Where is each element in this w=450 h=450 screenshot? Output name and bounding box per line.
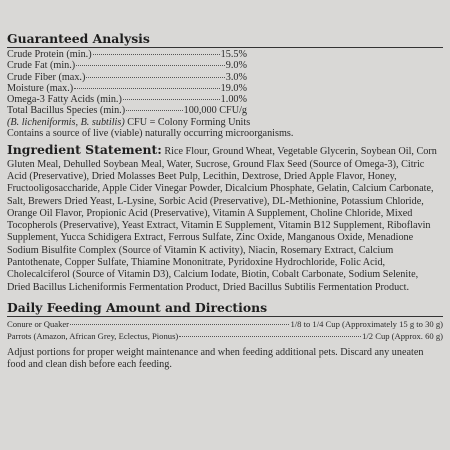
analysis-row [7,60,247,71]
analysis-title: Guaranteed Analysis [7,31,150,46]
analysis-value: 15.5% [220,49,247,60]
feeding-amount: 1/2 Cup (Approx. 60 g) [362,330,443,341]
analysis-row [7,49,247,60]
analysis-row [7,72,247,83]
analysis-rule [7,47,443,48]
feeding-bird: Conure or Quaker [7,318,70,329]
leader-dots [123,99,220,100]
leader-dots [179,336,361,337]
analysis-label: Moisture (max.) [7,82,74,94]
ingredient-statement [7,144,443,294]
analysis-row [7,105,247,116]
ingredient-list: Rice Flour, Ground Wheat, Vegetable Glycerin, Soybean Oil, Corn Gluten Meal, Dehulled Soybean Meal, Water, Sucrose, Ground Flax Seed (Source of Omega-3), Citric Acid (Preservative), Dried Molasses Beet Pulp, Lecithin, Dextrose, Dried Apple Flavor, Honey, Fructooligosaccharide, Apple Cider Vinegar Powder, Dicalcium Phosphate, Gelatin, Calcium Carbonate, Salt, Brewers Dried Yeast, L-Lysine, Sorbic Acid (Preservative), DL-Methionine, Potassium Chloride, Orange Oil Flavor, Propionic Acid (Preservative), Vitamin A Supplement, Choline Chloride, Mixed Tocopherols (Preservative), Yeast Extract, Vitamin E Supplement, Vitamin B12 Supplement, Riboflavin Supplement, Yucca Schidigera Extract, Ferrous Sulfate, Zinc Oxide, Manganous Oxide, Menadione Sodium Bisulfite Complex (Source of Vitamin K activity), Niacin, Rosemary Extract, Calcium Pantothenate, Copper Sulfate, Thiamine Mononitrate, Pyridoxine Hydrochloride, Folic Acid, Cholecalciferol (Source of Vitamin D3), Calcium Iodate, Biotin, Cobalt Carbonate, Sodium Selenite, Dried Bacillus Licheniformis Fermentation Product, Dried Bacillus Subtilis Fermentation Product. [7,146,437,293]
feeding-row [7,330,443,342]
leader-dots [93,54,220,55]
analysis-value: 100,000 CFU/g [183,105,247,117]
feeding-title: Daily Feeding Amount and Directions [7,299,268,315]
leader-dots [74,88,219,89]
leader-dots [76,65,225,66]
analysis-label: Crude Fiber (max.) [7,71,86,83]
analysis-value: 9.0% [225,60,247,72]
analysis-label: Omega-3 Fatty Acids (min.) [7,94,122,106]
species-names: (B. licheniformis, B. subtilis) [7,116,125,128]
feeding-amount: 1/8 to 1/4 Cup (Approximately 15 g to 30 g) [290,318,443,329]
analysis-value: 3.0% [225,71,247,83]
leader-dots [86,77,224,78]
analysis-row [7,83,247,94]
leader-dots [70,324,289,325]
microorganism-note: Contains a source of live (viable) naturally occurring microorganisms. [7,128,294,140]
cfu-definition: CFU = Colony Forming Units [124,116,251,128]
analysis-row [7,94,247,105]
feeding-rule [7,316,443,317]
leader-dots [126,110,182,111]
analysis-value: 1.00% [220,94,247,106]
nutrition-label [7,31,443,372]
feeding-row [7,318,443,330]
analysis-value: 19.0% [220,82,247,94]
analysis-label: Crude Protein (min.) [7,49,92,60]
feeding-directions: Adjust portions for proper weight maintenance and when feeding additional pets. Discard any uneaten food and clean dish before each feeding. [7,346,424,371]
cfu-note [7,117,443,128]
analysis-label: Crude Fat (min.) [7,60,76,72]
analysis-table [7,49,247,117]
ingredient-title: Ingredient Statement: [7,142,162,158]
feeding-bird: Parrots (Amazon, African Grey, Eclectus, Pionus) [7,330,179,341]
analysis-label: Total Bacillus Species (min.) [7,105,126,117]
